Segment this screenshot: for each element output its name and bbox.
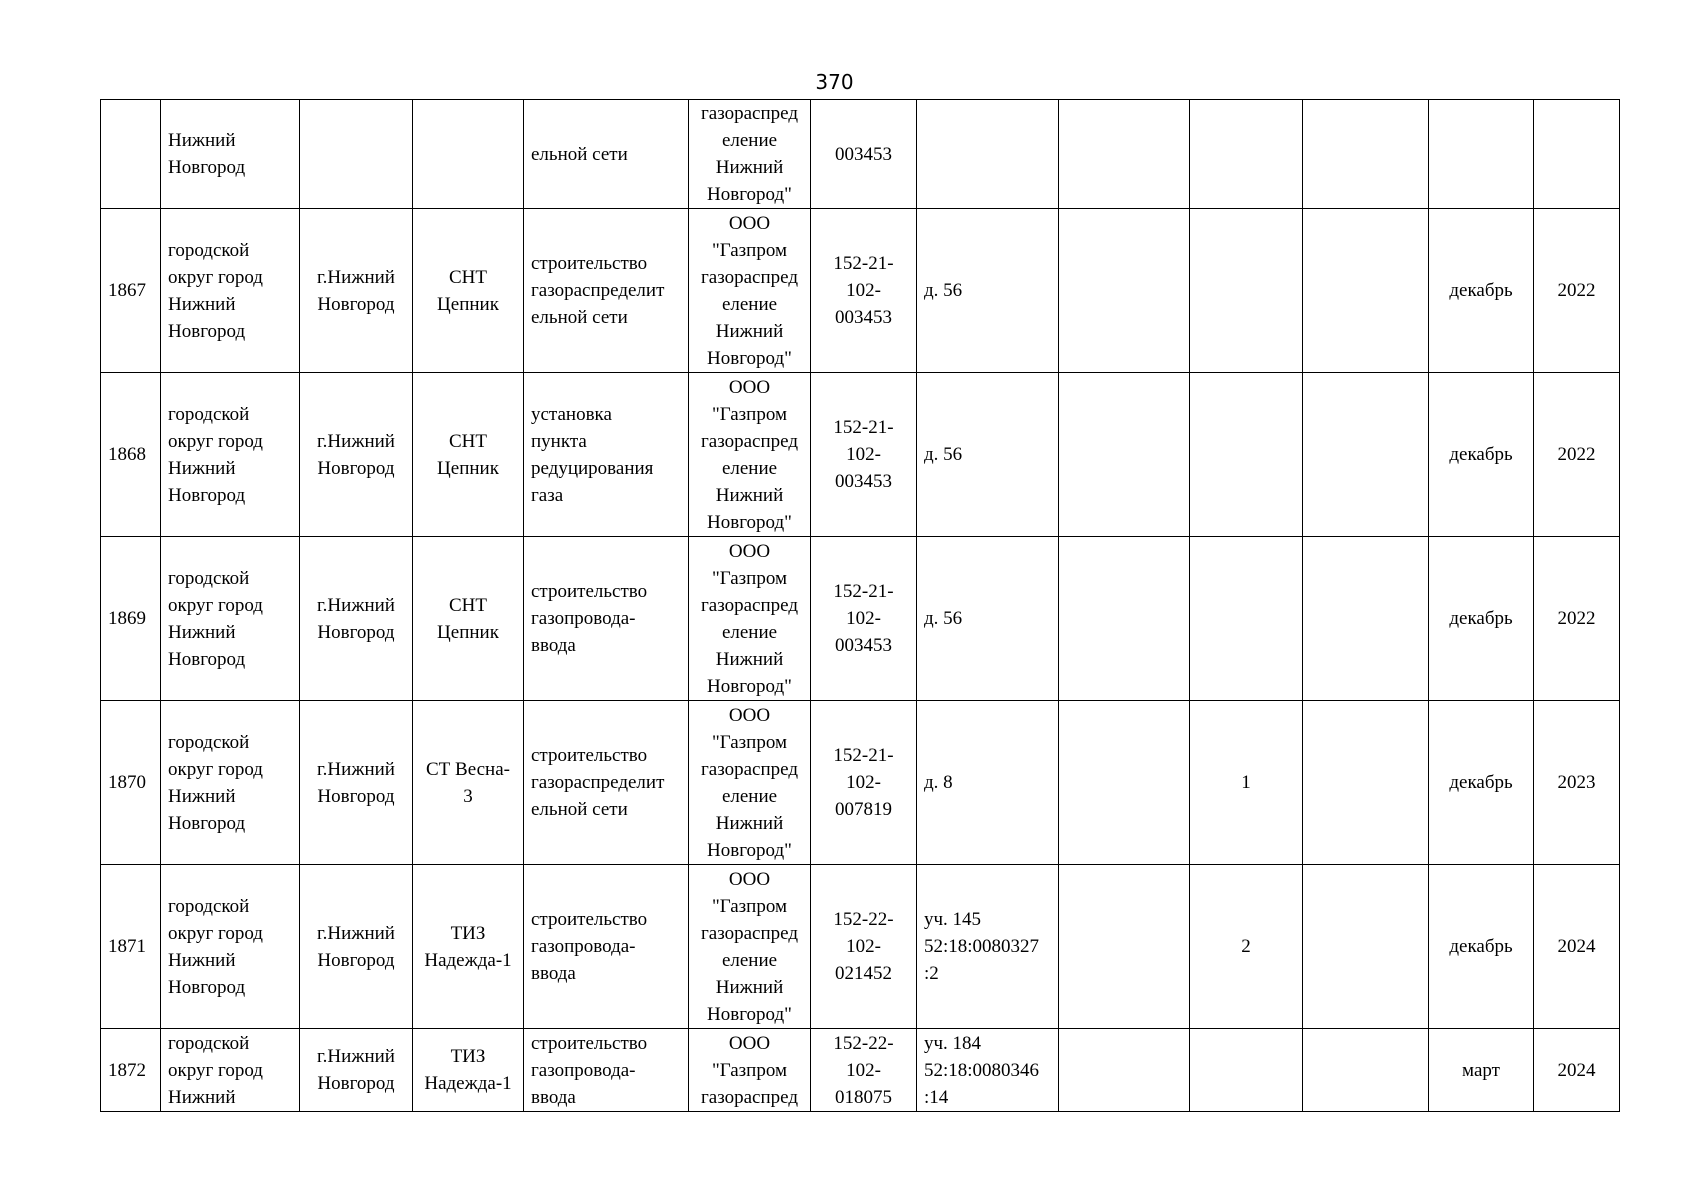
cell-address [917,1029,1059,1112]
cell-organization-line: газораспред [700,1086,798,1108]
cell-district [161,209,300,373]
cell-col9 [1059,701,1190,865]
cell-district-line: Новгород [168,320,246,342]
cell-work-type-line: ввода [531,963,576,984]
cell-district-line: Нижний [168,785,236,807]
cell-work-type-line: строительство [531,581,648,602]
cell-organization-line: Новгород" [707,347,792,369]
cell-city [300,1029,413,1112]
table-row [101,100,1620,209]
cell-month: декабрь [1429,373,1534,537]
cell-site-line: ТИЗ [450,1046,486,1067]
page-number: 370 [815,70,854,94]
table-row [101,1029,1620,1112]
cell-district [161,1029,300,1112]
cell-organization [689,373,811,537]
cell-year: 2024 [1534,1029,1620,1112]
cell-address-line: д. 8 [924,772,953,793]
cell-city [300,865,413,1029]
cell-code-line: 152-21- [833,253,894,274]
cell-work-type [524,701,689,865]
table-row [101,209,1620,373]
cell-month: декабрь [1429,209,1534,373]
cell-site-line: Надежда-1 [424,1073,512,1094]
cell-col11 [1303,209,1429,373]
cell-city-line: г.Нижний [317,922,395,944]
cell-code-line: 102- [846,280,881,301]
cell-col10 [1190,537,1303,701]
cell-code-line: 102- [846,1059,881,1081]
cell-site-line: Цепник [437,293,499,315]
registry-table [100,99,1620,1112]
registry-table-body [101,100,1620,1112]
cell-work-type-line: пункта [531,430,587,452]
cell-col9 [1059,1029,1190,1112]
cell-work-type-line: редуцирования [531,457,654,479]
cell-city-line: г.Нижний [317,430,395,452]
cell-organization [689,209,811,373]
cell-code [811,100,917,209]
cell-record-number: 1868 [101,373,161,537]
cell-code-line: 003453 [835,143,892,165]
cell-district-line: Нижний [168,1086,236,1108]
cell-organization [689,100,811,209]
cell-code [811,373,917,537]
cell-organization-line: "Газпром [711,895,788,917]
cell-district-line: Нижний [168,293,236,315]
cell-code-line: 152-21- [833,745,894,766]
cell-organization-line: "Газпром [711,239,788,261]
cell-work-type [524,1029,689,1112]
cell-work-type-line: установка [531,403,612,425]
cell-organization-line: газораспред [700,430,798,452]
cell-address-line: 52:18:0080327 [924,936,1040,957]
cell-address [917,373,1059,537]
cell-site-line: СНТ [449,266,487,288]
cell-district-line: Новгород [168,976,246,998]
cell-address [917,865,1059,1029]
cell-organization-line: еление [721,293,778,315]
cell-work-type-line: газораспределит [531,772,665,793]
cell-organization-line: Нижний [715,484,784,506]
cell-code [811,537,917,701]
cell-col11 [1303,701,1429,865]
cell-organization-line: Нижний [715,648,784,670]
cell-organization-line: еление [721,130,778,151]
cell-organization-line: Нижний [715,320,784,342]
table-row [101,537,1620,701]
cell-col10 [1190,1029,1303,1112]
cell-city-line: г.Нижний [317,266,395,288]
cell-code-line: 152-22- [833,909,894,930]
cell-work-type-line: ельной сети [531,307,628,328]
table-row [101,701,1620,865]
cell-address [917,209,1059,373]
cell-organization-line: ООО [728,376,771,398]
cell-organization-line: ООО [728,540,771,562]
cell-site [413,537,524,701]
cell-city-line: г.Нижний [317,1046,395,1067]
cell-organization-line: ООО [728,1032,771,1054]
cell-organization-line: ООО [728,868,771,890]
cell-address [917,701,1059,865]
cell-site-line: СНТ [449,430,487,452]
cell-organization-line: газораспред [700,758,798,780]
table-row [101,373,1620,537]
cell-city-line: г.Нижний [317,594,395,616]
cell-site [413,209,524,373]
cell-district [161,537,300,701]
cell-col10 [1190,373,1303,537]
cell-col9 [1059,209,1190,373]
cell-organization-line: газораспред [700,103,798,124]
cell-organization-line: Нижний [715,976,784,998]
cell-district-line: городской [168,239,250,261]
cell-organization-line: Нижний [715,157,784,178]
cell-col10: 2 [1190,865,1303,1029]
cell-organization-line: ООО [728,212,771,234]
cell-organization-line: еление [721,785,778,807]
cell-address-line: д. 56 [924,444,963,465]
cell-code-line: 102- [846,936,881,957]
cell-organization-line: газораспред [700,266,798,288]
cell-district-line: округ город [168,1059,263,1081]
cell-col9 [1059,537,1190,701]
cell-code-line: 018075 [835,1086,892,1108]
cell-city-line: Новгород [317,621,395,643]
cell-record-number: 1867 [101,209,161,373]
cell-record-number: 1869 [101,537,161,701]
cell-code [811,701,917,865]
cell-code-line: 152-21- [833,417,894,438]
cell-work-type-line: ельной сети [531,143,628,165]
cell-district-line: Новгород [168,484,246,506]
cell-district-line: округ город [168,594,263,616]
cell-district-line: городской [168,731,250,753]
cell-work-type-line: газопровода- [531,936,636,957]
cell-organization [689,1029,811,1112]
cell-address-line: уч. 145 [924,909,982,930]
cell-district-line: Нижний [168,949,236,971]
cell-organization [689,537,811,701]
cell-organization-line: Новгород" [707,1003,792,1025]
cell-organization-line: газораспред [700,594,798,616]
cell-city [300,537,413,701]
cell-site [413,701,524,865]
cell-organization-line: еление [721,621,778,643]
cell-work-type-line: ельной сети [531,799,628,820]
cell-year: 2023 [1534,701,1620,865]
table-row [101,865,1620,1029]
cell-work-type-line: ввода [531,635,576,656]
cell-year [1534,100,1620,209]
cell-district-line: городской [168,895,250,917]
cell-organization-line: Новгород" [707,184,792,205]
cell-site-line: СНТ [449,594,487,616]
cell-city-line: Новгород [317,457,395,479]
cell-code-line: 102- [846,444,881,465]
cell-city [300,100,413,209]
cell-code [811,865,917,1029]
cell-year: 2022 [1534,373,1620,537]
cell-year: 2022 [1534,537,1620,701]
cell-district-line: округ город [168,922,263,944]
cell-city [300,373,413,537]
cell-work-type-line: газопровода- [531,608,636,629]
cell-district-line: Нижний [168,621,236,643]
cell-address-line: :14 [924,1086,949,1108]
cell-organization-line: Новгород" [707,511,792,533]
cell-organization-line: "Газпром [711,731,788,753]
cell-year: 2022 [1534,209,1620,373]
cell-organization-line: "Газпром [711,403,788,425]
cell-col9 [1059,373,1190,537]
cell-organization-line: еление [721,457,778,479]
cell-code-line: 102- [846,608,881,629]
cell-record-number: 1871 [101,865,161,1029]
cell-col10 [1190,100,1303,209]
cell-month: декабрь [1429,865,1534,1029]
cell-address-line: 52:18:0080346 [924,1059,1040,1081]
cell-col11 [1303,1029,1429,1112]
cell-site-line: Цепник [437,621,499,643]
cell-district-line: Новгород [168,648,246,670]
cell-work-type [524,209,689,373]
cell-address-line: д. 56 [924,280,963,301]
cell-code-line: 003453 [835,635,892,656]
cell-district-line: Новгород [168,812,246,834]
cell-city-line: г.Нижний [317,758,395,780]
cell-site [413,1029,524,1112]
cell-district-line: округ город [168,430,263,452]
cell-district [161,373,300,537]
cell-code-line: 152-22- [833,1032,894,1054]
cell-city-line: Новгород [317,1073,395,1094]
cell-work-type-line: строительство [531,745,648,766]
cell-organization-line: газораспред [700,922,798,944]
cell-col9 [1059,100,1190,209]
cell-site [413,373,524,537]
cell-site-line: Надежда-1 [424,949,512,971]
cell-organization-line: Нижний [715,812,784,834]
cell-site-line: ТИЗ [450,922,486,944]
cell-district-line: округ город [168,266,263,288]
cell-address [917,100,1059,209]
cell-code-line: 003453 [835,307,892,328]
cell-code-line: 003453 [835,471,892,492]
cell-address-line: д. 56 [924,608,963,629]
cell-district-line: Новгород [168,157,246,178]
cell-district-line: округ город [168,758,263,780]
cell-month: март [1429,1029,1534,1112]
cell-city-line: Новгород [317,785,395,807]
cell-code [811,1029,917,1112]
cell-district [161,701,300,865]
cell-district-line: городской [168,567,250,589]
cell-work-type [524,100,689,209]
cell-work-type-line: строительство [531,253,648,274]
cell-organization [689,865,811,1029]
cell-district-line: городской [168,1032,250,1054]
cell-code-line: 152-21- [833,581,894,602]
cell-year: 2024 [1534,865,1620,1029]
cell-work-type [524,373,689,537]
cell-organization-line: еление [721,949,778,971]
cell-work-type [524,537,689,701]
cell-month [1429,100,1534,209]
cell-col9 [1059,865,1190,1029]
cell-work-type-line: строительство [531,1032,648,1054]
cell-code-line: 102- [846,772,881,793]
cell-address-line: :2 [924,963,939,984]
cell-col11 [1303,373,1429,537]
cell-work-type-line: газа [531,484,564,506]
cell-col10 [1190,209,1303,373]
cell-organization-line: "Газпром [711,567,788,589]
cell-site [413,865,524,1029]
cell-work-type [524,865,689,1029]
cell-work-type-line: газопровода- [531,1059,636,1081]
cell-organization [689,701,811,865]
cell-organization-line: ООО [728,704,771,726]
cell-city [300,209,413,373]
cell-organization-line: Новгород" [707,839,792,861]
cell-code [811,209,917,373]
cell-organization-line: "Газпром [711,1059,788,1081]
cell-col10: 1 [1190,701,1303,865]
cell-organization-line: Новгород" [707,675,792,697]
cell-site-line: 3 [463,785,473,807]
cell-col11 [1303,100,1429,209]
cell-work-type-line: газораспределит [531,280,665,301]
cell-district [161,100,300,209]
cell-city [300,701,413,865]
cell-month: декабрь [1429,537,1534,701]
cell-city-line: Новгород [317,293,395,315]
cell-site-line: СТ Весна- [426,758,510,780]
cell-record-number: 1870 [101,701,161,865]
cell-col11 [1303,865,1429,1029]
cell-site-line: Цепник [437,457,499,479]
cell-col11 [1303,537,1429,701]
cell-address [917,537,1059,701]
cell-record-number: 1872 [101,1029,161,1112]
cell-record-number [101,100,161,209]
cell-address-line: уч. 184 [924,1032,982,1054]
cell-district-line: Нижний [168,130,236,151]
cell-code-line: 007819 [835,799,892,820]
cell-work-type-line: ввода [531,1086,576,1108]
cell-month: декабрь [1429,701,1534,865]
cell-district-line: Нижний [168,457,236,479]
cell-city-line: Новгород [317,949,395,971]
cell-work-type-line: строительство [531,909,648,930]
cell-district [161,865,300,1029]
cell-site [413,100,524,209]
cell-code-line: 021452 [835,963,892,984]
cell-district-line: городской [168,403,250,425]
